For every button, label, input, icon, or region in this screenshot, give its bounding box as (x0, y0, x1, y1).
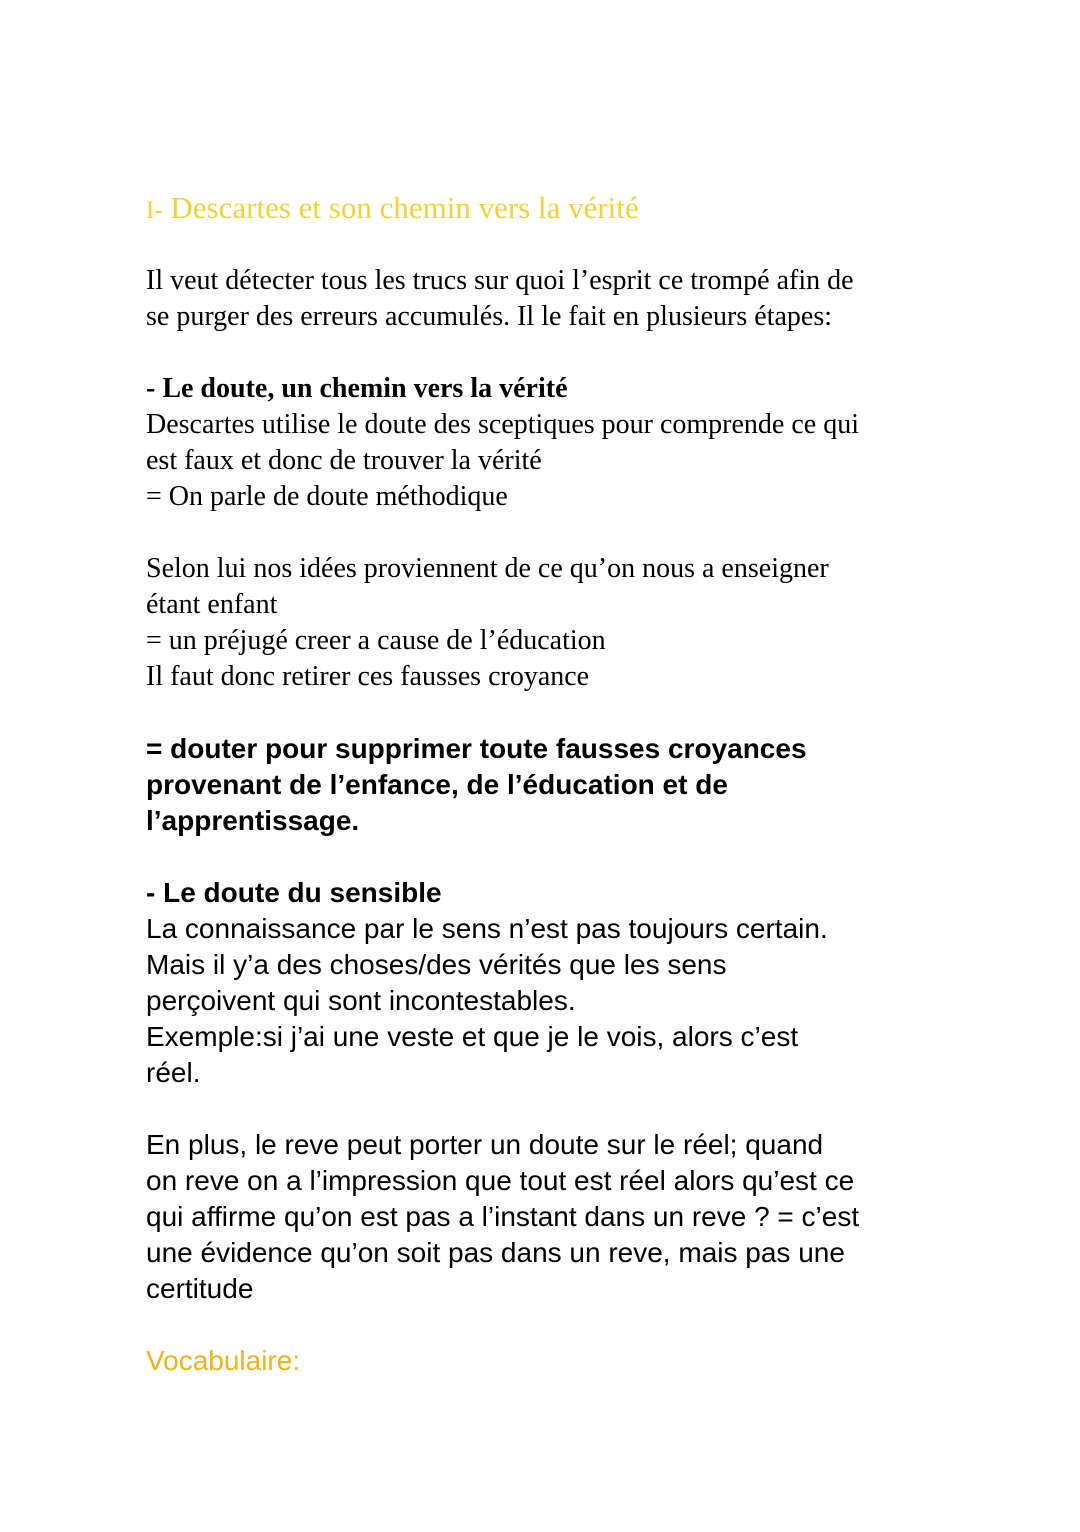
section-numeral: I- (146, 197, 163, 224)
part1-line: est faux et donc de trouver la vérité (146, 445, 542, 476)
part1-heading: - Le doute, un chemin vers la vérité (146, 373, 568, 404)
dream-line: qui affirme qu’on est pas a l’instant dans un reve ? = c’est (146, 1201, 860, 1232)
conclusion-line: = douter pour supprimer toute fausses croyances (146, 733, 807, 764)
part2-heading: - Le doute du sensible (146, 877, 442, 908)
part1-line: Descartes utilise le doute des sceptiques pour comprende ce qui (146, 409, 859, 440)
vocabulary-heading: Vocabulaire: (146, 1345, 301, 1376)
section-title (146, 186, 966, 233)
part1-block (146, 371, 966, 515)
paragraph-2-line: = un préjugé creer a cause de l’éducation (146, 625, 606, 656)
part1-line: = On parle de doute méthodique (146, 481, 508, 512)
conclusion-block (146, 731, 966, 839)
dream-line: une évidence qu’on soit pas dans un reve, mais pas une (146, 1237, 845, 1268)
conclusion-line: l’apprentissage. (146, 805, 360, 836)
intro-line: se purger des erreurs accumulés. Il le fait en plusieurs étapes: (146, 301, 832, 332)
dream-line: En plus, le reve peut porter un doute sur le réel; quand (146, 1129, 824, 1160)
dream-line: certitude (146, 1273, 254, 1304)
paragraph-2-line: Il faut donc retirer ces fausses croyance (146, 661, 590, 692)
document-content (146, 186, 966, 1379)
dream-paragraph (146, 1127, 966, 1307)
part2-line: Mais il y’a des choses/des vérités que les sens (146, 949, 727, 980)
part2-line: Exemple:si j’ai une veste et que je le vois, alors c’est (146, 1021, 799, 1052)
intro-paragraph (146, 263, 966, 335)
paragraph-2-line: Selon lui nos idées proviennent de ce qu’on nous a enseigner (146, 553, 829, 584)
part2-line: perçoivent qui sont incontestables. (146, 985, 576, 1016)
conclusion-line: provenant de l’enfance, de l’éducation et de (146, 769, 728, 800)
part2-line: réel. (146, 1057, 201, 1088)
section-title-text: Descartes et son chemin vers la vérité (170, 190, 639, 225)
dream-line: on reve on a l’impression que tout est réel alors qu’est ce (146, 1165, 855, 1196)
paragraph-2 (146, 551, 966, 695)
paragraph-2-line: étant enfant (146, 589, 278, 620)
part2-line: La connaissance par le sens n’est pas toujours certain. (146, 913, 828, 944)
part2-block (146, 875, 966, 1091)
intro-line: Il veut détecter tous les trucs sur quoi l’esprit ce trompé afin de (146, 265, 854, 296)
